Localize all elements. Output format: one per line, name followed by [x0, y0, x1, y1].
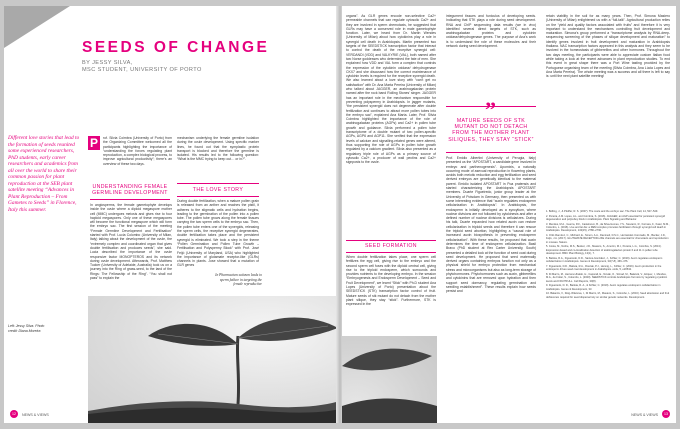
reference-item: 3. Mendes, M.A., Guerra, R.F., Castelnovo, B., da Silva-Gomes, Y.S., Stevanin, R., Fornara, F., Kater, M.M., Colombo, L. (2016). Live and let die: a REM complex promotes fertilization through synergid cell death in Arabidopsis. Development, 143(15), 2780–2790.	[546, 222, 670, 233]
col1-paragraph-2: In angiosperms, the female gametophyte develops inside the ovule where a diploid megaspore mother cell (MMC) undergoes meiosis and gives rise to four haploid megaspores. Only one of these megaspores will become the functional megaspore which will form the embryo sac. The first session of the meeting “Female Germline Development and Fertilisation” started with Prof. Lucia Colombo (University of Milan, Italy) talking about the development of the ovule, the “extremely complex and coordinated organ that gives double fertilisation and produces seeds”, she said. Lucia described the importance of the ovule responsive factor MONOPTEROS and its network during ovule development. Afterwards, Prof. Matthew Tucker (University of Adelaide, Australia) took us on a journey into the Ring of grass-seed, to the land of the Rings: The Fellowship of the Ring”. “You shall not pass” to explain the	[90, 203, 172, 281]
seedling-illustration	[88, 296, 338, 423]
corner-shadow	[4, 6, 70, 48]
col4-paragraph-2: Prof. Emidio Albertini (University of Perugia, Italy) presented us the “APOSTART, a candidate gene involved in embryo and parthenogenesis”. Apomixis, a naturally occurring mode of asexual reproduction in flowering plants, avoids both meiotic reduction and egg fertilization and seed derived embryos are genetically identical to the maternal parent. Emidio isolated APOSTART in Poa pratensis and started characterizing the Arabidopsis APOSTART members. Duarte Figueiredo, junior group leader at the University of Potsdam in Germany, then presented us with some interesting evidence that “auxin regulates endosperm cellularization in Arabidopsis”. In Arabidopsis, the endosperm is initially developed as a syncytium, where nuclear divisions are not followed by cytokinesis and after a defined number of nuclear divisions is cellularizes. During his talk, Duarte expanded how related auxin can restore cellularization in triploid seeds and therefore it can rescue the triploid seed abortion, highlighting a “causal role of increased auxin biosynthesis in preventing endosperm cellularization”. With these results, he proposed that auxin determines the time of endosperm cellularization. Basil Bravo (PhD student at Rex Carter University, South) presented a detailed look at the function of seed coat during seed development. He proposed that seed maternally derived organs containing embryos function not only as a physical shield for embryo protection from mechanical stress and microorganisms but also as long-term storage of phytohormones. Phytohormones such as auxin, gibberellins and cytokinins that are removed upon hydration and then support seed dormancy, regulating germination and seedling establishment”. These results explain how seeds persist and	[446, 156, 536, 294]
col4-paragraph-1: integument tissues and funiculus of developing seeds. Indicating that STK plays a role during seed development. RNA and ChIP sequencing data results (we in vivo) identified several direct targets of STK, such as arabinogalactan proteins and cytokinin oxidase/dehydrogenase genes. The purpose of Ana’s work is to understand the role of these molecules and their network during seed development.	[446, 14, 536, 49]
intro-text: Different love stories that lead to the formation of seeds reunited some experienced researchers, PhD students, early career researchers and academics from all over the world to share their common passion for plant reproduction at the SEB plant satellite meeting “Advances in Plant Reproduction – From Gametes to Seeds” in Florence, Italy this summer.	[8, 135, 80, 213]
heading-rule-seed-top	[346, 240, 436, 241]
photo-caption: Left: Jessy Silva. Photo credit: Diana Moreira	[8, 324, 45, 333]
leaf-illustration	[342, 336, 437, 423]
heading-love-story: THE LOVE STORY	[192, 187, 244, 193]
right-page-number: 13	[662, 410, 670, 418]
right-footer-label: NEWS & VIEWS	[631, 413, 658, 417]
heading-rule-seed-bottom	[346, 252, 436, 253]
col3-paragraph-1: organs”. As GLR genes encode non-selective Ca2+ permeable channels that can regulate cytosolic Ca2+ and they are involved in sperm chemotaxis, he suggested that GLRs may have a conserved role in male gametophyte function. Later, we heard from Dr. Martin Wendes (University of Milan) about how cytokinins play a role in synergid cell death in Arabidopsis. Martin presented two targets of the SEEDSTICK transcription factor that interact to control the death of the receptive synergid cell: VERDANDI (VDD) and VALKYRIE (VAL), both named after two Norse goddesses who determined the fate of men. She explained how VDD and VAL form a complex that controls the expression of the cytokinin oxidase/ dehydrogenase CKX7 and she discussed how the correct maintenance of cytokinin levels is required for the receptive synergid death. We also learned about a love story with “can’t get no satisfaction” with Dr. Ana Marta Pereira (University of Milan) who talked about JAGGER, an arabinogalactan protein named after the rock band Rolling Stones’ singer. JAGGER has an important role in the mechanism responsible for preventing polyspermy in Arabidopsis. In jagger mutants, “the persistent synergid does not degenerate after double fertilization and continues to attract more pollen tubes into the embryo sac”, explained Ana Marta. Later, Prof. Silvia Coimbra highlighted the importance of the role of arabinogalactan proteins (AGPs) and Ca2+ in pollen tube growth and guidance. Silvia performed a pollen tube transcriptome of a double mutant of two pollen-specific AGPs, AGP6 and AGP11. She verified that the expression levels of calcium and signalling-related genes were altered, thus supporting the role of AGPs in pollen tube growth regulated by a calcium gradient. Silvia also presented as a regulatory triple role of AGPs as a primary source of cytosolic Ca2+, a producer of wall pectins and Ca2+ signposts to the ovule.	[346, 14, 436, 165]
left-footer-label: NEWS & VIEWS	[22, 413, 49, 417]
col3-paragraph-2: When double fertilization takes place, one sperm cell fertilizes the egg cell, giving rise to the embryo and the second sperm cell fuses with the diploid central cell, giving rise to the triploid endosperm, which surrounds and provides nutrients to the developing embryo. In the session “Embryogenesis and Endosperm Development – Seed and Fruit Development”, we learnt “Stick” with Ph.D student Ana Lopes (University of Porto) presentation about the SEEDSTICK (STK) transcription factor control of fruit. Mature seeds of stk mutant do not detach from the mother plant silique, they stay “stick”. Furthermore, STK is expressed in the	[346, 255, 436, 307]
reference-item: 1. Bolling, J., & Pfeiffer, R. S. (2007). The ovule and the embryo sac. The Plant Cell, 14, 527–549.	[546, 210, 659, 213]
left-page-number: 12	[10, 410, 18, 418]
byline	[82, 60, 282, 74]
heading-seed-formation: SEED FORMATION	[365, 243, 417, 249]
reference-item: 2. Pereira, A.M. Lopes, A.L. and Coimbra, S. (2016). JAGGER, an AGP essential for persistent synergid degeneration and polytubey block in Arabidopsis. Plant Signaling and Behavior.	[546, 214, 665, 221]
seedling-photo	[88, 296, 338, 423]
heading-rule-love-top	[177, 183, 259, 184]
byline-author: BY JESSY SILVA,	[82, 60, 133, 66]
heading-female-germline: UNDERSTANDING FEMALE GERMLINE DEVELOPMENT	[92, 184, 168, 197]
article-title: SEEDS OF CHANGE	[82, 39, 270, 56]
seedling-photo-continued	[342, 336, 437, 423]
reference-item: 5. Costa, M., Nobre, M.S., Becker, J.D., Masiero, S., Amorim, M.I., Pereira, L.G., Coimbra, S. (2013). Expression-based and co-localization detection of arabinogalactan protein 6 and 11 in pollen tube development. BMC Plant Biology, 13(1), 7.	[546, 245, 662, 256]
quote-mark-icon: ”	[485, 97, 496, 122]
left-page	[4, 6, 338, 423]
reference-item: 6. Batista, R.A., Figueiredo, D.D., Santos-González, J., Köhler, C. (2019). Auxin regulates endosperm cellularization in Arabidopsis. Genes & Development, 33(7-8), 466–476.	[546, 256, 663, 264]
drop-cap: P	[89, 136, 98, 150]
col2-paragraph-2: During double fertilization, when a mature pollen grain is released from an anther and reaches the pistil, it adheres to the stigmatic cells and hydration begins, leading to the germination of the pollen into a pollen tube. The pollen tube grows along the female tissues carrying the two sperm cells to the embryo sac. Then, the pollen tube enters one of the synergids, releasing the sperm cells, the receptive synergid degenerates, double fertilization takes place and the persistent synergid is eliminated. We took a step in the theme “Pollen Germination and Pollen Tube Growth – Fertilisation and Polyspermy Block” with Prof. José Feijó (University of Maryland, USA) who highlighted the importance of glutamate receptor-like (GLRs) channels in plants. Jose showed that a mutation of GLR genes	[177, 199, 259, 268]
heading-rule-love-bottom	[177, 196, 259, 197]
col5-paragraph-1: retain viability in the soil for as many years. Then, Prof. Simona Masiero (University of Milan) enlightened us with a “full-talk”. Agricultural production relies on the “yield and quality factors associated with fruits” and therefore it is very important to understand the mechanisms controlling fruit development and maturation. Simona’s group performed a “transcriptome analysis by RNA-deep-sequencing screening of the phases of silique development and maturation” to identify genes involved in fruit development and maturation in Arabidopsis thaliana. NAC transcription factors appeared in this analysis and they seem to be involved in the homeostasis of gibberellins and other hormones. Throughout the two days meeting, the participants were able to appreciate custom Italian food while taking a look at the recent advances in plant reproduction studies. To end this event in great shape there was a Port Wine tasting provided by the Portuguese organising team of the meeting (Silvia Coimbra, Ana Lúcia Lopes and Ana Marta Pereira). The whole meeting was a success and all there is left to say is: until the next plant satellite meeting!	[546, 14, 670, 79]
right-page	[342, 6, 676, 423]
references-list	[546, 210, 670, 406]
byline-affiliation: MSC STUDENT, UNIVERSITY OF PORTO	[82, 66, 202, 73]
reference-item: 4. Ortiz-Ramírez, C., Michard, E., Simon, A.A., Damineli, D.S.C., Hernández-Coronado, M., Becker, J.D., Feijó, J.A. (2017). GLUTAMATE RECEPTOR-LIKE channels are essential for chemotaxis and reproduction in mosses. Nature.	[546, 234, 669, 244]
pull-quote: MATURE SEEDS OF STK MUTANT DO NOT DETACH FROM THE MOTHER PLANT SILIQUES, THEY STAY “STICK”	[448, 118, 534, 143]
col2-paragraph-1: mechanism underlying the female germline isolation during the ovule development. Using specific marker lines, he found out that the symplastic protein transport is blocked and therefore the germline is isolated. His results led to the following question: “What is the MMC trying to keep out… or in?”.	[177, 136, 259, 162]
col2-italic-note: In Pharmacium sativum leads to sperm failure in targeting the female reproductive	[215, 273, 262, 287]
reference-item: 8. Di Marzo, M., Herrera-Ubaldo, H., Caporali, E., Novák, O., Strnad, M., Balanzà, V., Ezquer, I., Mendes, M.A., de Folter, S., Colombo, L. (2020). SEEDSTICK controls Arabidopsis fruit size by regulating cytokinin levels and FRUITFULL. Cell Reports, 30(8).	[546, 272, 668, 283]
col1-paragraph-1: rof. Silvia Coimbra (University of Porto) from the Organizing Committee welcomed all the participants highlighting the importance of “understanding the forces regulating plant reproduction, a complex biological process, to improve agricultural productivity”; there’s an overview of these two days.	[103, 136, 172, 166]
reference-item: 7. Figueiredo, D.D., Batista, R.A., Roszak, P.J., Hennig, L., Köhler, C. (2016). Auxin production in the endosperm drives seed coat development in Arabidopsis. eLife, 5, e20542.	[546, 264, 662, 272]
reference-item: 10. Balanzà, V., Roig-Villanova, I., Di Marzo, M., Masiero, S., Colombo, L. (2016). Seed abscission and fruit dehiscence required for seed dispersal rely on similar genetic networks. Development.	[546, 292, 670, 299]
heading-rule	[90, 199, 170, 200]
reference-item: 9. Figueiredo, D. D., Batista, R. A., & Köhler, C. (2019). Auxin regulates endosperm cellularization in Arabidopsis. Genes & Development, 33.	[546, 284, 661, 291]
quote-rule-bottom	[446, 152, 536, 153]
